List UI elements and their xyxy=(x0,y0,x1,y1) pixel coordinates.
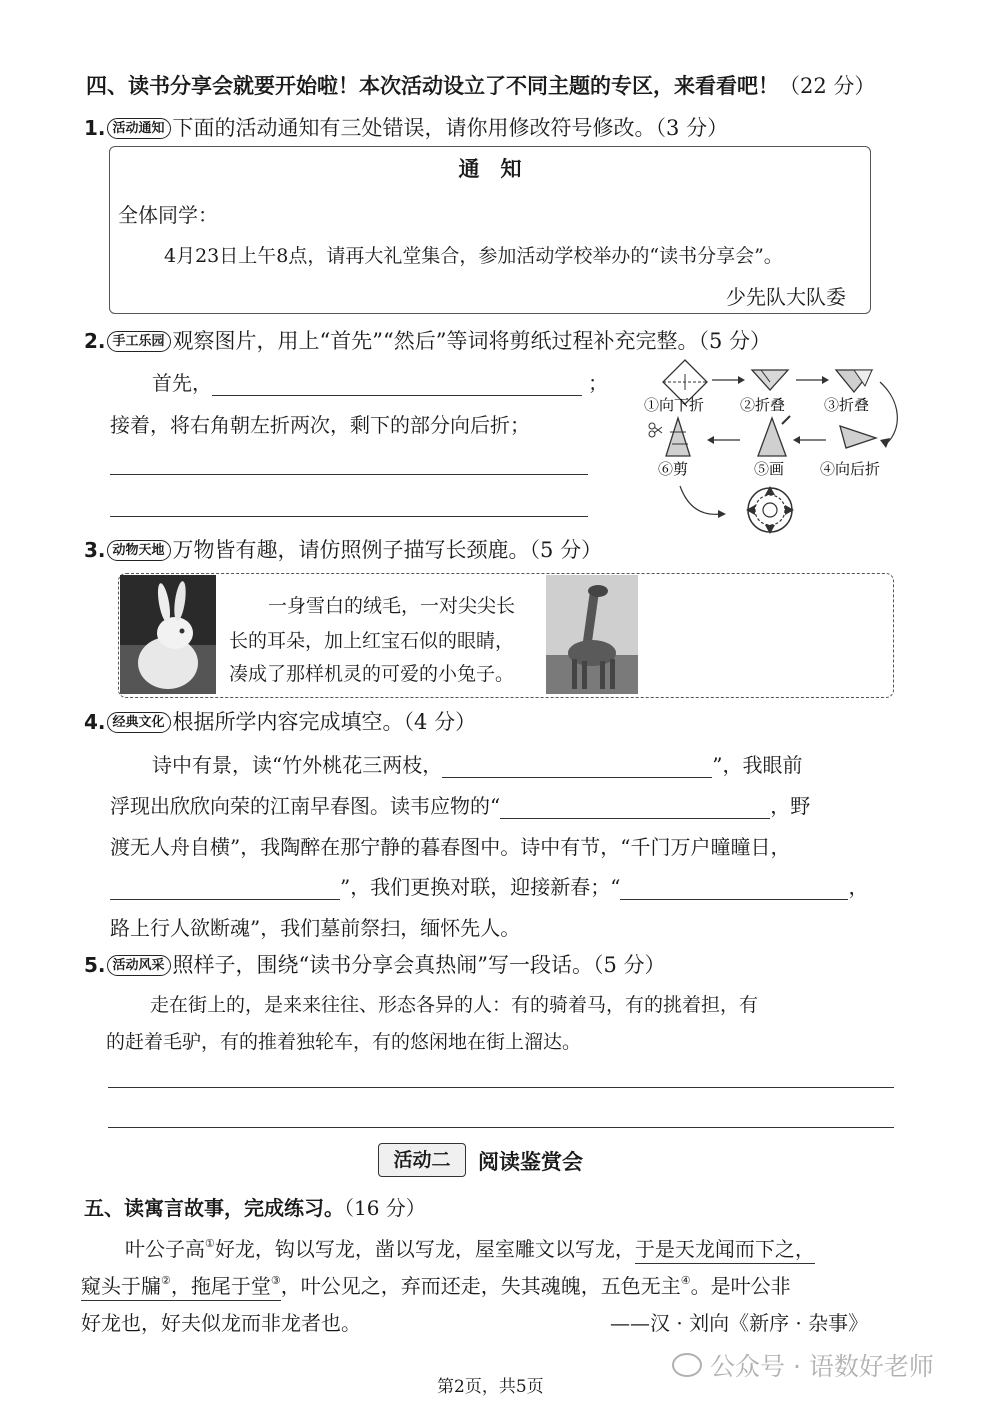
question-4-text: 根据所学内容完成填空。（4 分） xyxy=(172,710,477,734)
notice-signature: 少先队大队委 xyxy=(726,285,846,309)
step5-label: ⑤画 xyxy=(754,460,785,478)
q5-example-line-2: 的赶着毛驴，有的推着独轮车，有的悠闲地在街上溜达。 xyxy=(106,1031,582,1053)
step3-label: ③折叠 xyxy=(824,396,870,414)
arrow-left-icon xyxy=(793,436,826,444)
q2-first-blank[interactable] xyxy=(212,373,582,396)
fable-underlined-2-b: ，拖尾于堂 xyxy=(170,1274,271,1298)
fable-underlined-2 xyxy=(81,1274,281,1301)
notice-box xyxy=(109,146,871,314)
step2-label: ②折叠 xyxy=(740,396,786,414)
question-4-number: 4. xyxy=(84,710,106,734)
page-footer: 第2页，共5页 xyxy=(437,1377,544,1397)
question-5 xyxy=(84,949,666,979)
footnote-2-marker: ② xyxy=(161,1274,171,1287)
fable-underlined-1: 于是天龙闻而下之， xyxy=(635,1237,815,1264)
step5-icon xyxy=(758,416,790,456)
notice-greeting: 全体同学： xyxy=(118,203,218,227)
question-1-number: 1. xyxy=(84,116,106,140)
q4-blank-1[interactable] xyxy=(442,755,712,778)
step6-label: ⑥剪 xyxy=(658,460,689,478)
q2-first-line xyxy=(152,367,608,396)
step3-icon xyxy=(836,370,872,392)
q5-answer-blank-1[interactable] xyxy=(108,1087,894,1088)
watermark-text: 公众号 · 语数好老师 xyxy=(710,1352,934,1381)
fable-line-3: 好龙也，好夫似龙而非龙者也。 xyxy=(81,1311,361,1335)
step2-icon xyxy=(752,370,788,390)
rabbit-example-line-2: 长的耳朵，加上红宝石似的眼睛， xyxy=(229,630,515,652)
section-four-score: （22 分） xyxy=(779,74,876,98)
notice-body: 4月23日上午8点，请再大礼堂集合，参加活动学校举办的“读书分享会”。 xyxy=(164,245,783,267)
q4-blank-2[interactable] xyxy=(500,796,770,819)
q5-example-line-1: 走在街上的，是来来往往、形态各异的人：有的骑着马，有的挑着担，有 xyxy=(150,994,759,1016)
question-2-text: 观察图片，用上“首先”“然后”等词将剪纸过程补充完整。（5 分） xyxy=(172,329,772,353)
q2-answer-blank-2[interactable] xyxy=(110,516,588,517)
q4-line-1-b: ”，我眼前 xyxy=(712,753,803,777)
question-1-tag: 活动通知 xyxy=(107,118,171,139)
question-2-number: 2. xyxy=(84,329,106,353)
fable-underlined-2-a: 窥头于牖 xyxy=(81,1274,161,1298)
question-1 xyxy=(84,112,728,142)
arrow-left-icon xyxy=(707,436,740,444)
question-3-number: 3. xyxy=(84,538,106,562)
fable-line-2 xyxy=(81,1270,791,1299)
section-four-title-text: 四、读书分享会就要开始啦！本次活动设立了不同主题的专区，来看看吧！ xyxy=(86,73,779,98)
watermark xyxy=(672,1347,934,1383)
question-1-text: 下面的活动通知有三处错误，请你用修改符号修改。（3 分） xyxy=(172,116,729,140)
paper-cutting-diagram xyxy=(640,352,900,542)
step4-label: ④向后折 xyxy=(820,460,881,478)
arrow-right-icon xyxy=(796,376,829,384)
fable-line-1 xyxy=(125,1233,815,1262)
footnote-1-marker: ① xyxy=(205,1237,215,1250)
step6-icon xyxy=(666,418,690,456)
question-4 xyxy=(84,706,476,736)
question-5-tag: 活动风采 xyxy=(107,955,171,976)
rabbit-example-line-3: 凑成了那样机灵的可爱的小兔子。 xyxy=(229,663,515,685)
footnote-4-marker: ④ xyxy=(680,1274,691,1287)
q4-line-4 xyxy=(110,871,868,900)
question-3-text: 万物皆有趣，请仿照例子描写长颈鹿。（5 分） xyxy=(172,538,603,562)
question-2-tag: 手工乐园 xyxy=(107,331,171,352)
q4-line-1 xyxy=(152,749,802,778)
question-4-tag: 经典文化 xyxy=(107,712,171,733)
q4-line-2-b: ，野 xyxy=(770,794,811,818)
activity-two-title: 阅读鉴赏会 xyxy=(478,1150,583,1174)
fable-source: ——汉 · 刘向《新序 · 杂事》 xyxy=(610,1311,869,1335)
fable-line-1-a: 叶公子高 xyxy=(125,1237,205,1261)
q2-first-prefix: 首先， xyxy=(152,371,212,395)
q4-blank-3[interactable] xyxy=(110,877,340,900)
step1-label: ①向下折 xyxy=(644,396,705,414)
question-2 xyxy=(84,325,771,355)
q4-line-4-a: ”，我们更换对联，迎接新春；“ xyxy=(340,875,621,899)
q4-line-2-a: 浮现出欣欣向荣的江南早春图。读韦应物的“ xyxy=(110,794,501,818)
giraffe-photo xyxy=(546,575,638,694)
q4-line-5: 路上行人欲断魂”，我们墓前祭扫，缅怀先人。 xyxy=(110,916,521,940)
fable-line-1-b: 好龙，钩以写龙，凿以写龙，屋室雕文以写龙， xyxy=(214,1237,635,1261)
question-5-text: 照样子，围绕“读书分享会真热闹”写一段话。（5 分） xyxy=(172,953,666,977)
activity-two-label: 活动二 xyxy=(378,1143,466,1177)
notice-heading: 通 知 xyxy=(458,157,522,181)
question-3 xyxy=(84,534,602,564)
question-3-tag: 动物天地 xyxy=(107,540,171,561)
section-five-title xyxy=(84,1192,426,1221)
q4-blank-4[interactable] xyxy=(620,877,848,900)
scissors-icon xyxy=(649,423,662,437)
q4-line-1-a: 诗中有景，读“竹外桃花三两枝， xyxy=(152,753,443,777)
q4-line-4-b: ， xyxy=(848,875,869,899)
q4-line-3: 渡无人舟自横”，我陶醉在那宁静的暮春图中。诗中有节，“千门万户曈曈日， xyxy=(110,835,791,859)
flower-pattern-icon xyxy=(746,486,794,534)
rabbit-photo xyxy=(120,575,216,694)
q4-line-2 xyxy=(110,790,810,819)
q2-first-suffix: ； xyxy=(588,371,608,395)
fable-line-2-b: ，叶公见之，弃而还走，失其魂魄，五色无主 xyxy=(280,1274,681,1298)
wechat-icon xyxy=(672,1353,702,1377)
fable-line-2-c: 。是叶公非 xyxy=(690,1274,791,1298)
arrow-right-icon xyxy=(712,376,745,384)
step4-icon xyxy=(840,426,876,448)
q5-answer-blank-2[interactable] xyxy=(108,1127,894,1128)
section-five-score: （16 分） xyxy=(344,1196,426,1220)
rabbit-example-line-1: 一身雪白的绒毛，一对尖尖长 xyxy=(268,595,516,617)
q2-answer-blank-1[interactable] xyxy=(110,474,588,475)
section-five-title-text: 五、读寓言故事，完成练习。 xyxy=(84,1196,344,1220)
section-four-title xyxy=(86,70,875,100)
question-5-number: 5. xyxy=(84,953,106,977)
q2-then-line: 接着，将右角朝左折两次，剩下的部分向后折； xyxy=(110,413,530,437)
footnote-3-marker: ③ xyxy=(270,1274,281,1287)
